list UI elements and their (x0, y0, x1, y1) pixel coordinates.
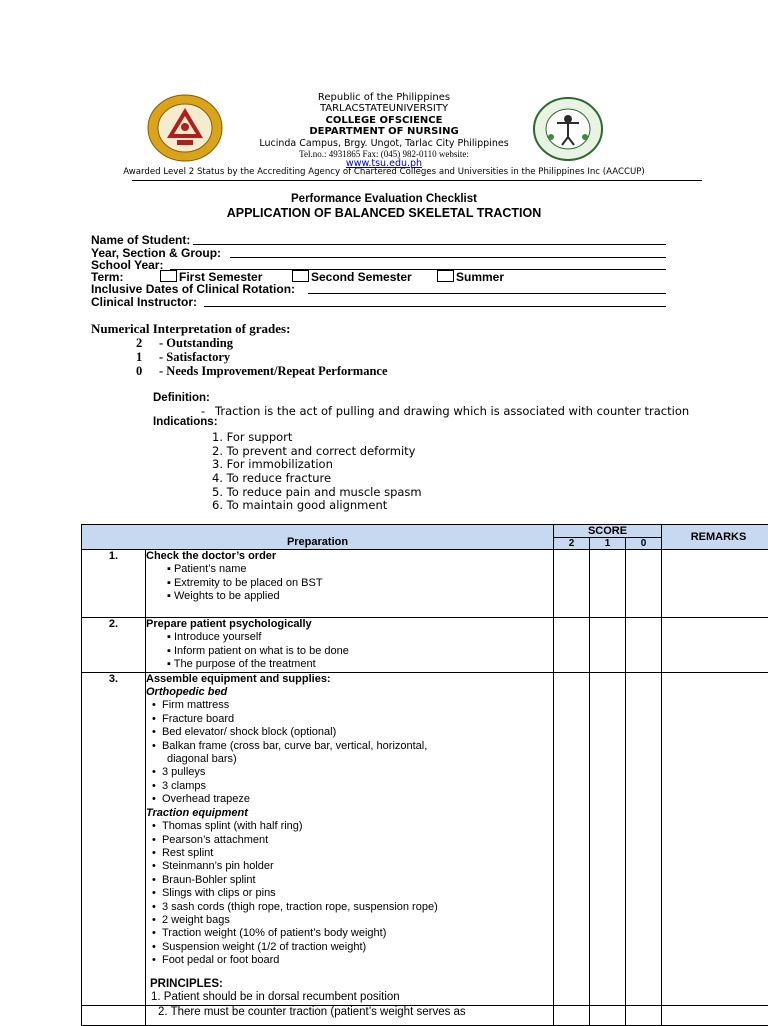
grade-2-score: 2 (136, 336, 142, 351)
list-item: Inform patient on what is to be done (174, 645, 349, 657)
score-cell[interactable] (590, 618, 626, 673)
second-semester-label: Second Semester (311, 270, 412, 284)
checklist-table (81, 524, 768, 1026)
indication-item: 6. To maintain good alignment (212, 498, 387, 512)
checklist-title: Performance Evaluation Checklist (0, 193, 768, 205)
second-semester-checkbox[interactable] (292, 270, 309, 282)
grade-1-score: 1 (136, 350, 142, 365)
score-1-header: 1 (590, 538, 626, 550)
table-row (82, 1005, 768, 1025)
step-title: Assemble equipment and supplies: (146, 673, 553, 686)
list-item: Traction weight (10% of patient’s body weight) (162, 927, 386, 939)
instructor-label: Clinical Instructor: (91, 295, 197, 309)
instructor-field[interactable] (204, 306, 666, 307)
school-year-label: School Year: (91, 258, 163, 272)
department-name: DEPARTMENT OF NURSING (0, 126, 768, 137)
accreditation-line: Awarded Level 2 Status by the Accrediting Agency of Chartered Colleges and Universities in the Philippines Inc (AACCUP) (0, 167, 768, 177)
list-item: diagonal bars) (167, 753, 237, 765)
indication-item: 1. For support (212, 430, 292, 444)
list-item: Foot pedal or foot board (162, 954, 279, 966)
definition-text: Traction is the act of pulling and drawing which is associated with counter traction (215, 404, 689, 418)
year-section-label: Year, Section & Group: (91, 246, 221, 260)
score-cell[interactable] (590, 672, 626, 1005)
header-rule (132, 180, 702, 181)
website-link[interactable]: www.tsu.edu.ph (346, 158, 422, 169)
bed-heading: Orthopedic bed (146, 686, 553, 699)
list-item: 3 pulleys (162, 766, 205, 778)
student-name-field[interactable] (193, 244, 666, 245)
list-item: Steinmann’s pin holder (162, 860, 274, 872)
dates-label: Inclusive Dates of Clinical Rotation: (91, 282, 295, 296)
principle-item: 2. There must be counter traction (patient’s weight serves as (146, 1005, 554, 1025)
republic-line: Republic of the Philippines (0, 92, 768, 103)
score-cell[interactable] (626, 550, 662, 618)
college-seal-logo (533, 97, 603, 161)
table-row: 3. Assemble equipment and supplies: Orthopedic bed • Firm mattress • Fracture board • Bed elevator/ shock block (optional) • Balkan frame (cross bar, curve bar, vertical, horizontal, diagonal bars) • 3 pulleys • 3 clamps • Overhead trapeze Traction equipment • Thomas splint (with half ring) • Pearson’s attachment • Rest splint • Steinmann’s pin holder • Braun-Bohler splint • Slings with clips or pins • 3 sash cords (thigh rope, traction rope, suspension rope) • 2 weight bags • Traction weight (10% of patient’s body weight) • Suspension weight (1/2 of traction weight) • Foot pedal or foot board PRINCIPLES: 1. Patient should be in dorsal recumbent position (82, 672, 768, 1005)
list-item: Extremity to be placed on BST (174, 577, 323, 589)
list-item: Firm mattress (162, 699, 229, 711)
indication-item: 4. To reduce fracture (212, 471, 331, 485)
score-cell[interactable] (554, 618, 590, 673)
list-item: 2 weight bags (162, 914, 230, 926)
first-semester-checkbox[interactable] (160, 270, 177, 282)
score-cell[interactable] (590, 1005, 626, 1025)
list-item: Weights to be applied (174, 590, 280, 602)
row-number: 2. (82, 618, 146, 673)
score-cell[interactable] (626, 618, 662, 673)
grade-1-label: - Satisfactory (159, 350, 230, 365)
grade-0-score: 0 (136, 364, 142, 379)
list-item: Braun-Bohler splint (162, 874, 256, 886)
principles-heading: PRINCIPLES: (146, 978, 553, 991)
list-item: Bed elevator/ shock block (optional) (162, 726, 336, 738)
preparation-header: Preparation (82, 525, 554, 550)
list-item: 3 sash cords (thigh rope, traction rope, suspension rope) (162, 901, 438, 913)
grade-0-label: - Needs Improvement/Repeat Performance (159, 364, 388, 379)
remarks-cell[interactable] (662, 672, 768, 1005)
student-name-label: Name of Student: (91, 233, 190, 247)
dates-field[interactable] (308, 293, 666, 294)
contact-line: Tel.no.: 4931865 Fax: (045) 982-0110 website: (0, 149, 768, 159)
table-row: 1. Check the doctor’s order ▪ Patient’s name ▪ Extremity to be placed on BST ▪ Weights to be applied (82, 550, 768, 618)
list-item: Slings with clips or pins (162, 887, 276, 899)
remarks-cell[interactable] (662, 618, 768, 673)
address-line: Lucinda Campus, Brgy. Ungot, Tarlac City Philippines (0, 138, 768, 149)
list-item: Thomas splint (with half ring) (162, 820, 303, 832)
summer-label: Summer (456, 270, 504, 284)
procedure-title: APPLICATION OF BALANCED SKELETAL TRACTION (0, 206, 768, 220)
list-item: Rest splint (162, 847, 213, 859)
row-number: 1. (82, 550, 146, 618)
grade-2-label: - Outstanding (159, 336, 233, 351)
remarks-cell[interactable] (662, 550, 768, 618)
list-item: 3 clamps (162, 780, 206, 792)
remarks-header: REMARKS (662, 525, 768, 550)
year-section-field[interactable] (230, 257, 666, 258)
score-cell[interactable] (554, 672, 590, 1005)
list-item: Overhead trapeze (162, 793, 250, 805)
first-semester-label: First Semester (179, 270, 262, 284)
score-cell[interactable] (554, 1005, 590, 1025)
list-item: Introduce yourself (174, 631, 261, 643)
list-item: Balkan frame (cross bar, curve bar, vertical, horizontal, (162, 740, 427, 752)
indications-heading: Indications: (153, 416, 218, 428)
list-item: Fracture board (162, 713, 234, 725)
university-name: TARLACSTATEUNIVERSITY (0, 103, 768, 114)
list-item: The purpose of the treatment (174, 658, 316, 670)
indication-item: 3. For immobilization (212, 457, 333, 471)
traction-heading: Traction equipment (146, 807, 553, 820)
score-cell[interactable] (626, 672, 662, 1005)
indication-item: 5. To reduce pain and muscle spasm (212, 485, 422, 499)
score-cell[interactable] (590, 550, 626, 618)
score-header: SCORE (554, 525, 662, 538)
college-name: COLLEGE OFSCIENCE (0, 115, 768, 126)
indication-item: 2. To prevent and correct deformity (212, 444, 416, 458)
list-item: Patient’s name (174, 563, 247, 575)
principle-item: 1. Patient should be in dorsal recumbent position (146, 991, 553, 1004)
row-number: 3. (82, 672, 146, 1005)
step-title: Check the doctor’s order (146, 550, 553, 563)
score-cell[interactable] (554, 550, 590, 618)
definition-dash: - (201, 404, 205, 418)
step-title: Prepare patient psychologically (146, 618, 553, 631)
score-0-header: 0 (626, 538, 662, 550)
score-2-header: 2 (554, 538, 590, 550)
table-row: 2. Prepare patient psychologically ▪ Introduce yourself ▪ Inform patient on what is to be done ▪ The purpose of the treatment (82, 618, 768, 673)
list-item: Pearson’s attachment (162, 834, 268, 846)
definition-heading: Definition: (153, 392, 210, 404)
summer-checkbox[interactable] (437, 270, 454, 282)
list-item: Suspension weight (1/2 of traction weight) (162, 941, 366, 953)
term-label: Term: (91, 270, 123, 284)
remarks-cell[interactable] (662, 1005, 768, 1025)
score-cell[interactable] (626, 1005, 662, 1025)
grades-heading: Numerical Interpretation of grades: (91, 321, 290, 337)
